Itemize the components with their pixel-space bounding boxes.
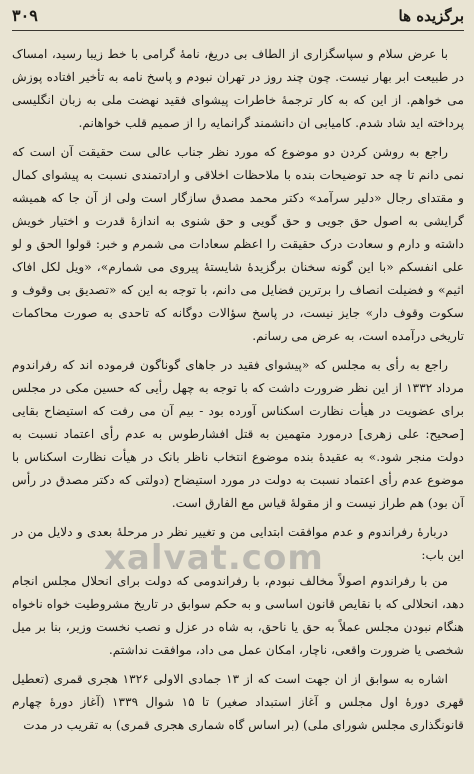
running-title: برگزیده ها (398, 7, 464, 25)
paragraph-referendum-position: من با رفراندوم اصولاً مخالف نبودم، با رفراندومی که دولت برای انحلال مجلس انجام دهد، انحلالی که با نقایص قانون اساسی و به حکم سوابق در تاریخ مشروطیت خواه ناخواه هنگام نبودن مجلس عملاً به حق یا ناحق، به شاه در عزل و نصب نخست وزیر، بنا بر میل شخصی یا ضرورت واقعی، ناچار، امکان عمل می داد، موافقت نداشتم. (12, 574, 464, 657)
paragraph-referendum-intro: دربارهٔ رفراندوم و عدم موافقت ابتدایی من و تغییر نظر در مرحلهٔ بعدی و دلایل من در این باب: (12, 525, 464, 562)
watermark-text: xalvat.com (104, 538, 324, 578)
paragraph-parliament-vote: راجع به رأی به مجلس که «پیشوای فقید در جاهای گوناگون فرموده اند که رفراندوم مرداد ۱۳۳۲ از این نظر ضرورت داشت که با توجه به چهل رأیی که حسین مکی در مجلس برای عضویت در هیأت نظارت اسکناس آورده بود - بیم آن می رفت که استیضاح بقایی [صحیح: علی زهری] درمورد متهمین به قتل افشارطوس به عدم رأی اعتماد نسبت به دولت منجر شود.» به عقیدهٔ بنده موضوع انتخاب ناظر بانک در هیأت نظارت اسکناس با موضوع عدم رأی اعتماد نسبت به دولت در مورد استیضاح (دولتی که دکتر مصدق در رأس آن بود) هم طراز نیست و از مقولهٔ قیاس مع الفارق است. (12, 358, 464, 510)
paragraph-greeting: با عرض سلام و سپاسگزاری از الطاف بی دریغ، نامهٔ گرامی با خط زیبا رسید، امساک در طبیعت ابر بهار نیست. چون چند روز در تهران نبودم و پاسخ نامه به تأخیر افتاده پوزش می خواهم. از این که به کار ترجمهٔ خاطرات پیشوای فقید نهضت ملی به زبان انگلیسی پرداخته اید شاد شدم. کامیابی ان دانشمند گرانمایه را از صمیم قلب خواهانم. (12, 47, 464, 130)
page-header (12, 6, 464, 31)
paragraph-history-note: اشاره به سوابق از ان جهت است که از ۱۳ جمادی الاولی ۱۳۲۶ هجری قمری (تعطیل قهری دورهٔ اول مجلس و آغاز استبداد صغیر) تا ۱۵ شوال ۱۳۳۹ (آغاز دورهٔ چهارم قانونگذاری مجلس شورای ملی) (بر اساس گاه شماری هجری قمری) به تقریب در مدت (12, 672, 464, 732)
page-body (12, 43, 464, 737)
paragraph-truth: راجع به روشن کردن دو موضوع که مورد نظر جناب عالی ست حقیقت آن است که نمی دانم تا چه حد توضیحات بنده با ملاحظات اخلاقی و ارادتمندی نسبت به پیشوای کمال و مقتدای رجال «دلیر سرآمد» دکتر محمد مصدق سازگار است ولی از آن جا که همیشه گرایشی به اصول حق جویی و حق گویی و حق شنوی به اندازهٔ قدرت و اختیار خویش داشته و دارم و سعادت درک حقیقت را اعظم سعادات می شمرم و خبر: قولوا الحق و لو علی انفسکم «با این گونه سخنان برگزیدهٔ شایستهٔ پیروی می شمارم»، «ویل لکل افاک اثیم» و فضیلت انصاف را برترین فضایل می دانم، با توجه به این که «تصدیق بی وقوف و سکوت وقوف دار» جایز نیست، در پاسخ سؤالات دوگانه که تاحدی به صورت محاکمات تاریخی درآمده است، به عرض می رسانم. (12, 145, 464, 343)
page-number: ۳۰۹ (12, 6, 38, 25)
